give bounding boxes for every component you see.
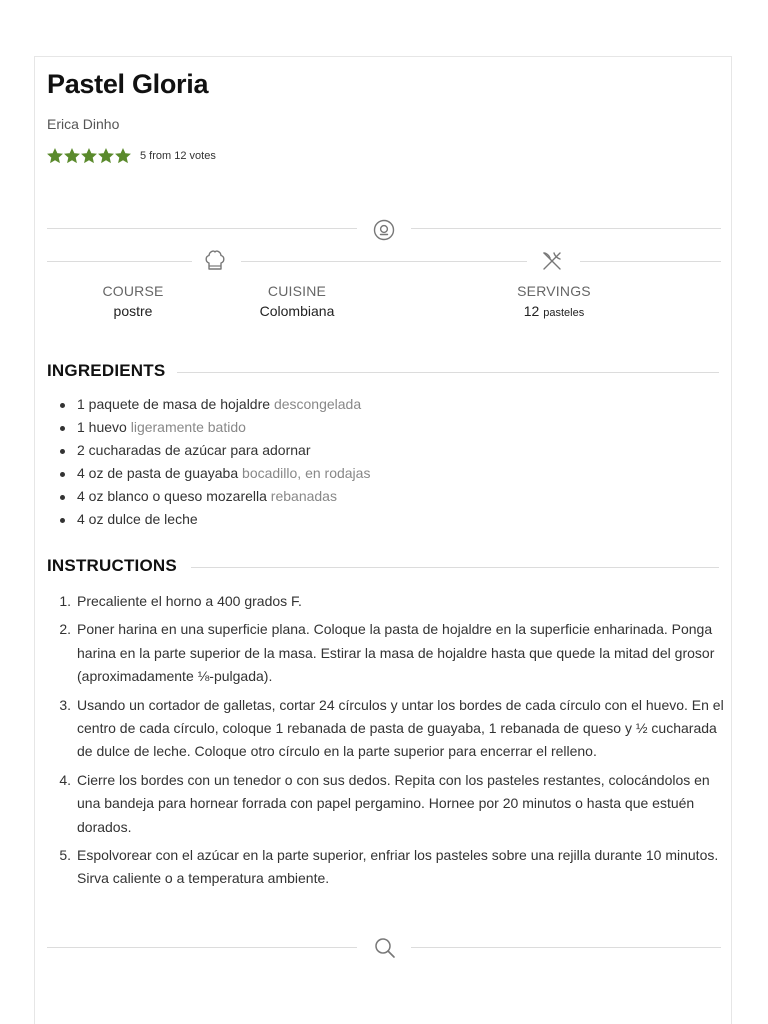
instructions-heading: INSTRUCTIONS [47, 556, 177, 575]
recipe-rating[interactable] [47, 148, 216, 164]
meta-value: postre [113, 303, 153, 319]
search-icon[interactable] [373, 936, 397, 960]
divider-line [177, 372, 719, 373]
ingredients-heading: INGREDIENTS [47, 361, 166, 380]
ingredient-item [47, 439, 370, 462]
divider-line [47, 228, 357, 229]
meta-value [489, 303, 619, 319]
star-icon[interactable] [64, 148, 80, 164]
instruction-step [47, 769, 727, 839]
instruction-step [47, 694, 727, 764]
divider-line [241, 261, 527, 262]
divider-line [580, 261, 721, 262]
servings-count[interactable]: 12 [523, 303, 540, 319]
servings-unit: pasteles [543, 307, 585, 319]
recipe-author[interactable]: Erica Dinho [47, 116, 120, 132]
step-text: Cierre los bordes con un tenedor o con sus dedos. Repita con los pasteles restantes, colocándolos en una bandeja para hornear forrada con papel pergamino. Hornee por 20 minutos o hasta que estuén dorados. [77, 771, 710, 835]
star-icon[interactable] [115, 148, 131, 164]
ingredient-text: 4 oz dulce de leche [77, 511, 198, 527]
meta-servings [489, 283, 619, 319]
ingredient-note: rebanadas [270, 488, 337, 504]
step-text: Espolvorear con el azúcar en la parte superior, enfriar los pasteles sobre una rejilla durante 10 minutos. Sirva caliente o a temperatura ambiente. [77, 847, 719, 887]
instruction-step [47, 618, 727, 688]
meta-label: CUISINE [267, 283, 327, 299]
ingredient-text: 1 paquete de masa de hojaldre [77, 396, 271, 412]
step-number: 4. [59, 771, 71, 788]
ingredient-item [47, 485, 370, 508]
timer-icon [373, 217, 395, 241]
divider-line [47, 261, 192, 262]
utensils-icon [540, 249, 564, 273]
ingredient-note: bocadillo, en rodajas [242, 465, 371, 481]
instruction-step [47, 590, 727, 613]
instruction-step [47, 844, 727, 891]
star-icon[interactable] [98, 148, 114, 164]
divider-line [47, 947, 357, 948]
meta-value: Colombiana [259, 303, 335, 319]
instructions-list [47, 590, 727, 896]
ingredient-text: 1 huevo [77, 419, 127, 435]
ingredient-note: ligeramente batido [130, 419, 246, 435]
step-number: 2. [59, 621, 71, 638]
star-icon[interactable] [81, 148, 97, 164]
meta-label: SERVINGS [517, 283, 591, 299]
meta-cuisine [237, 283, 357, 319]
recipe-card [34, 56, 732, 1024]
ingredient-item [47, 508, 370, 531]
divider-line [411, 228, 721, 229]
chef-hat-icon [204, 248, 226, 274]
step-text: Usando un cortador de galletas, cortar 24 círculos y untar los bordes de cada círculo con el huevo. En el centro de cada círculo, coloque 1 rebanada de pasta de guayaba, 1 rebanada de queso y ½ cucharada de dulce de leche. Coloque otro círculo en la parte superior para encerrar el relleno. [77, 696, 724, 760]
meta-course [83, 283, 183, 319]
ingredient-item [47, 393, 370, 416]
ingredients-list [47, 393, 370, 531]
rating-summary: 5 from 12 votes [140, 150, 216, 162]
meta-label: COURSE [102, 283, 164, 299]
step-number: 5. [59, 847, 71, 864]
ingredient-text: 2 cucharadas de azúcar para adornar [77, 442, 311, 458]
divider-line [191, 567, 719, 568]
step-number: 3. [59, 696, 71, 713]
step-text: Poner harina en una superficie plana. Coloque la pasta de hojaldre en la superficie enharinada. Ponga harina en la parte superior de la masa. Estirar la masa de hojaldre hasta que quede la mitad del grosor (aproximadamente ⅛-pulgada). [77, 621, 715, 685]
ingredient-text: 4 oz de pasta de guayaba [77, 465, 239, 481]
divider-line [411, 947, 721, 948]
step-number: 1. [59, 593, 71, 609]
step-text: Precaliente el horno a 400 grados F. [77, 593, 302, 609]
recipe-title: Pastel Gloria [47, 69, 209, 99]
rating-stars[interactable] [47, 148, 131, 164]
star-icon[interactable] [47, 148, 63, 164]
ingredient-item [47, 462, 370, 485]
ingredient-note: descongelada [273, 396, 362, 412]
ingredient-item [47, 416, 370, 439]
ingredient-text: 4 oz blanco o queso mozarella [77, 488, 267, 504]
